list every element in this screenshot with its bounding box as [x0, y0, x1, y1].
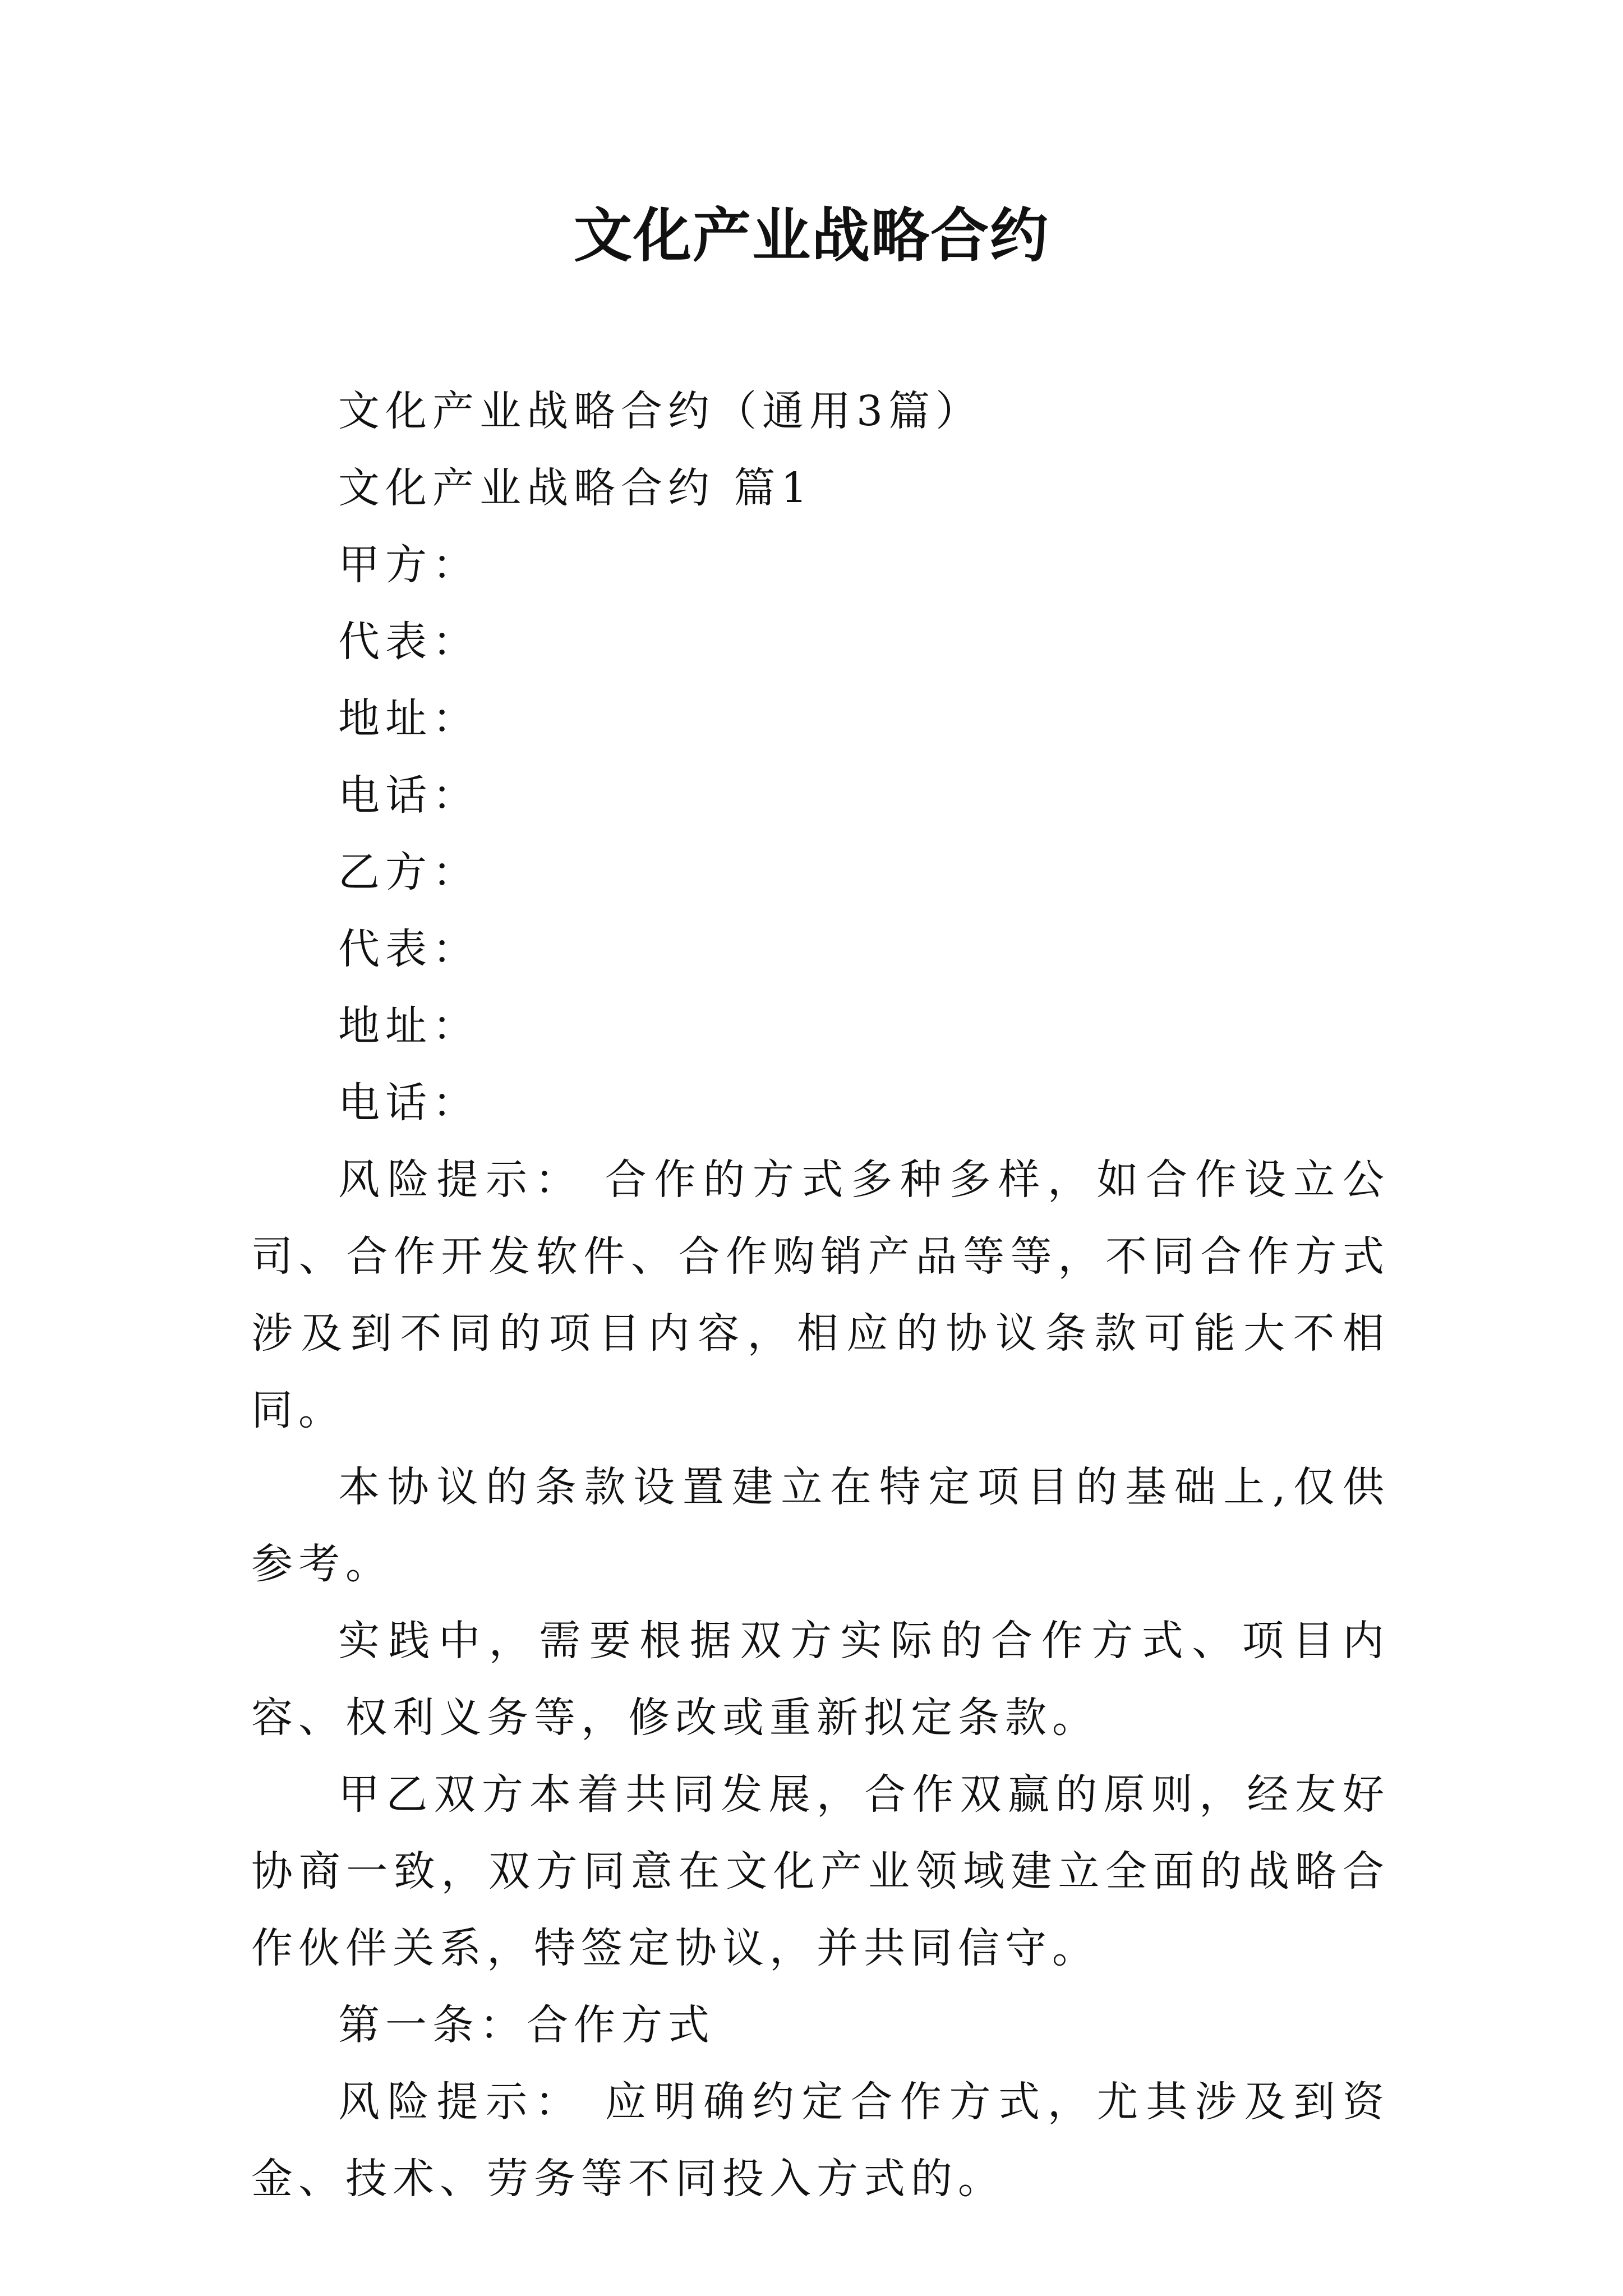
party-a-representative: 代表：: [338, 618, 479, 666]
party-a-phone: 电话：: [338, 771, 479, 820]
reference-note-paragraph: 本协议的条款设置建立在特定项目的基础上,仅供参考。: [251, 1463, 1390, 1588]
practice-note-paragraph: 实践中，需要根据双方实际的合作方式、项目内容、权利义务等，修改或重新拟定条款。: [251, 1617, 1390, 1742]
party-b-representative: 代表：: [338, 925, 479, 973]
party-a-address: 地址：: [338, 694, 479, 743]
article-one-heading: 第一条：合作方式: [338, 2001, 715, 2049]
paragraph-section-heading: 文化产业战略合约 篇1: [338, 464, 813, 512]
risk-notice-paragraph: 风险提示： 合作的方式多种多样，如合作设立公司、合作开发软件、合作购销产品等等，不同合作方式涉及到不同的项目内容，相应的协议条款可能大不相同。: [251, 1156, 1390, 1434]
party-b-phone: 电话：: [338, 1079, 479, 1127]
party-b-label: 乙方：: [338, 848, 479, 896]
document-body: [251, 373, 1390, 2217]
document-title: 文化产业战略合约: [573, 201, 1049, 270]
party-a-label: 甲方：: [338, 541, 479, 589]
agreement-intro-paragraph: 甲乙双方本着共同发展，合作双赢的原则，经友好协商一致，双方同意在文化产业领域建立全面的战略合作伙伴关系，特签定协议，并共同信守。: [251, 1770, 1390, 1972]
party-b-address: 地址：: [338, 1002, 479, 1050]
paragraph-subtitle: 文化产业战略合约（通用3篇）: [338, 387, 983, 435]
article-one-risk-notice: 风险提示： 应明确约定合作方式，尤其涉及到资金、技术、劳务等不同投入方式的。: [251, 2078, 1390, 2203]
